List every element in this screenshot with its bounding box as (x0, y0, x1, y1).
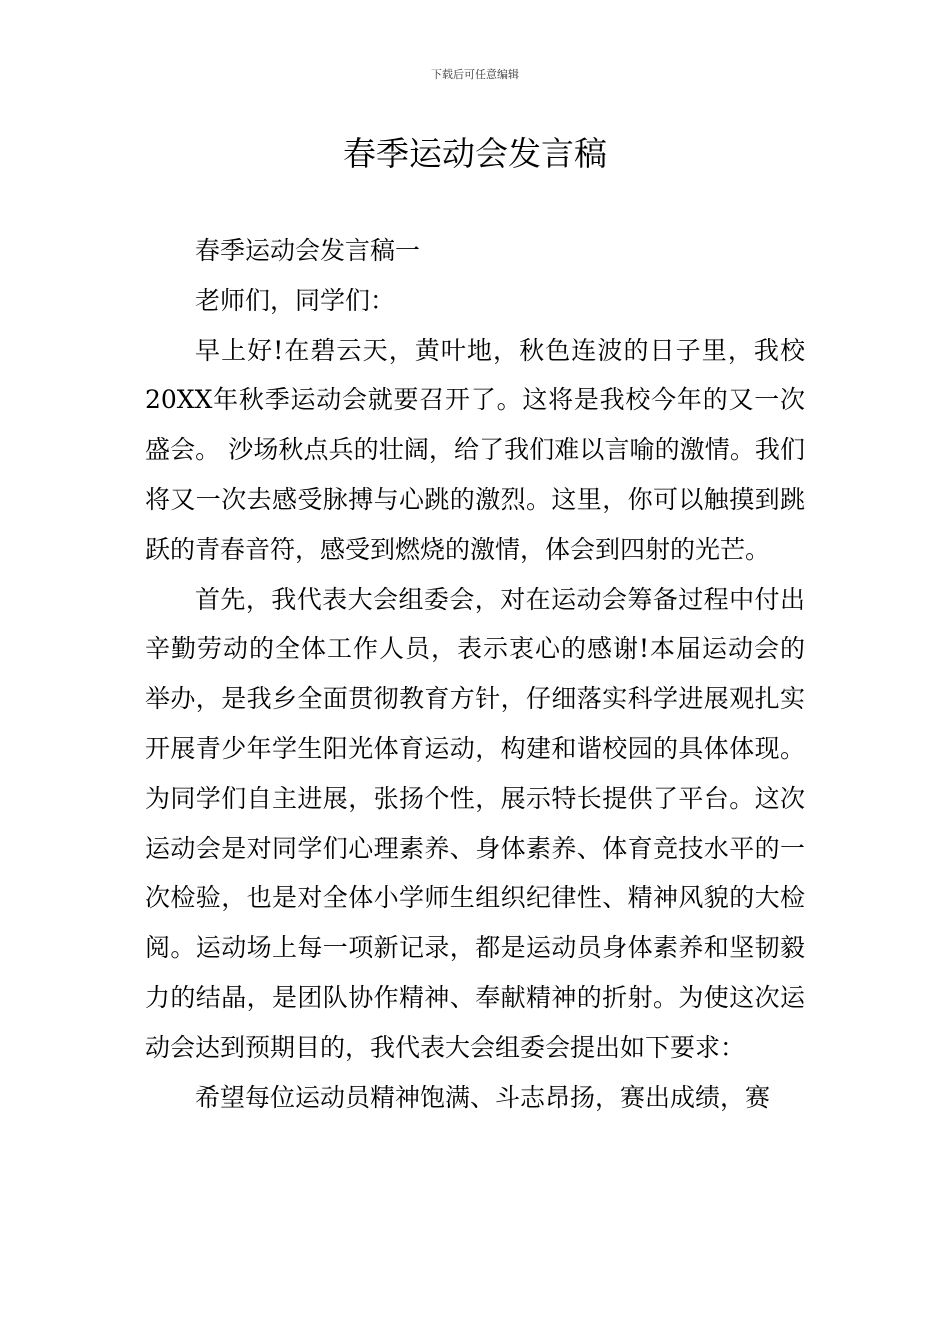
body-paragraph: 早上好!在碧云天，黄叶地，秋色连波的日子里，我校20XX年秋季运动会就要召开了。这将是我校今年的又一次盛会。 沙场秋点兵的壮阔，给了我们难以言喻的激情。我们将又一次去感受脉搏与心跳的激烈。这里，你可以触摸到跳跃的青春音符，感受到燃烧的激情，体会到四射的光芒。 (145, 335, 805, 564)
header-note: 下载后可任意编辑 (431, 68, 519, 81)
document-body (145, 226, 805, 1122)
subtitle-paragraph: 春季运动会发言稿一 (195, 236, 421, 265)
salutation-paragraph: 老师们，同学们： (195, 285, 396, 315)
document-title: 春季运动会发言稿 (343, 134, 607, 173)
body-paragraph: 首先，我代表大会组委会，对在运动会筹备过程中付出辛勤劳动的全体工作人员，表示衷心的感谢!本届运动会的举办，是我乡全面贯彻教育方针，仔细落实科学进展观扎实开展青少年学生阳光体育运动，构建和谐校园的具体体现。为同学们自主进展，张扬个性，展示特长提供了平台。这次运动会是对同学们心理素养、身体素养、体育竞技水平的一次检验，也是对全体小学师生组织纪律性、精神风貌的大检阅。运动场上每一项新记录，都是运动员身体素养和坚韧毅力的结晶，是团队协作精神、奉献精神的折射。为使这次运动会达到预期目的，我代表大会组委会提出如下要求： (145, 584, 805, 1062)
body-paragraph: 希望每位运动员精神饱满、斗志昂扬，赛出成绩，赛 (195, 1082, 771, 1112)
